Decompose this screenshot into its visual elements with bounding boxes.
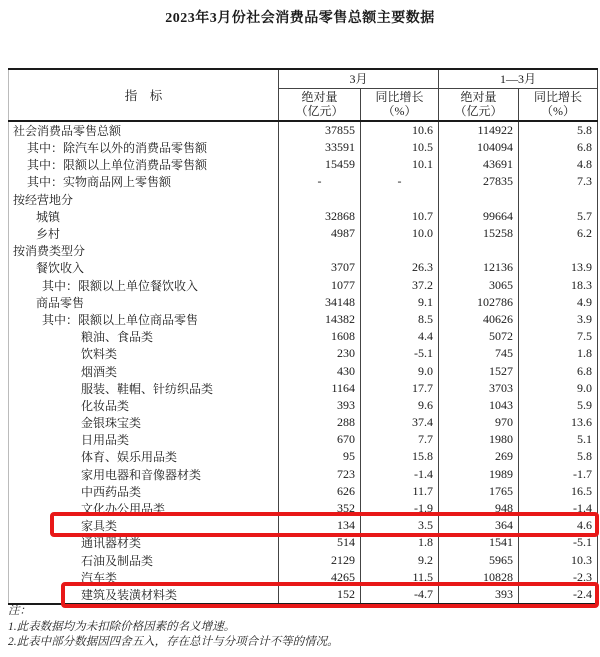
cell-value: -1.4	[361, 466, 439, 483]
table-row	[9, 242, 598, 259]
cell-value: 430	[279, 362, 361, 379]
row-label: 粮油、食品类	[9, 328, 279, 345]
header-yoy-jan-mar	[519, 88, 598, 121]
cell-value: 40626	[439, 311, 519, 328]
cell-value: 288	[279, 414, 361, 431]
row-label: 商品零售	[9, 294, 279, 311]
row-label: 其中：除汽车以外的消费品零售额	[9, 139, 279, 156]
table-row	[9, 431, 598, 448]
cell-value: 970	[439, 414, 519, 431]
table-row	[9, 294, 598, 311]
cell-value: 102786	[439, 294, 519, 311]
cell-value: -5.1	[361, 345, 439, 362]
cell-value: 269	[439, 448, 519, 465]
cell-value: 13.9	[571, 260, 593, 275]
cell-value: 1980	[439, 431, 519, 448]
table-row	[9, 552, 598, 569]
row-label: 建筑及装潢材料类	[9, 586, 279, 604]
cell-value: 393	[439, 586, 519, 604]
cell-value: 514	[279, 534, 361, 551]
cell-value: 10.5	[361, 139, 439, 156]
cell-value: 15.8	[361, 448, 439, 465]
header-line: （%）	[382, 104, 417, 119]
row-label: 家具类	[9, 517, 279, 534]
cell-value: 15258	[439, 225, 519, 242]
cell-value	[361, 191, 439, 208]
cell-value: 152	[279, 586, 361, 604]
cell-value: 5072	[439, 328, 519, 345]
cell-value: 9.0	[361, 362, 439, 379]
cell-value: 3.9	[577, 311, 593, 326]
row-label: 化妆品类	[9, 397, 279, 414]
cell-value: 1608	[279, 328, 361, 345]
cell-value: 5.9	[577, 397, 593, 412]
cell-value: 352	[279, 500, 361, 517]
row-label: 通讯器材类	[9, 534, 279, 551]
cell-value: 1765	[439, 483, 519, 500]
cell-value: 37855	[279, 121, 361, 139]
row-label: 按消费类型分	[9, 242, 279, 259]
row-label: 其中：实物商品网上零售额	[9, 173, 279, 190]
retail-data-table	[8, 68, 598, 605]
cell-value: 670	[279, 431, 361, 448]
cell-value: -1.9	[361, 500, 439, 517]
cell-value: 134	[279, 517, 361, 534]
footnote-item: 1.此表数据均为未扣除价格因素的名义增速。	[8, 620, 236, 633]
cell-value: 13.6	[571, 415, 593, 430]
row-label: 日用品类	[9, 431, 279, 448]
table-row	[9, 362, 598, 379]
cell-value: 3703	[439, 380, 519, 397]
header-line: 绝对量	[301, 90, 338, 105]
cell-value: 7.3	[577, 174, 593, 189]
cell-value: 26.3	[361, 259, 439, 276]
table-row	[9, 139, 598, 156]
cell-value: 1.8	[361, 534, 439, 551]
cell-value	[439, 191, 519, 208]
header-indicator: 指 标	[9, 69, 279, 121]
row-label: 体育、娱乐用品类	[9, 448, 279, 465]
cell-value: 33591	[279, 139, 361, 156]
cell-value: 37.4	[361, 414, 439, 431]
table-row	[9, 448, 598, 465]
row-label: 其中：限额以上单位商品零售	[9, 311, 279, 328]
cell-value: 17.7	[361, 380, 439, 397]
row-label: 按经营地分	[9, 191, 279, 208]
cell-value: 10.1	[361, 156, 439, 173]
table-row	[9, 259, 598, 276]
cell-value: 948	[439, 500, 519, 517]
cell-value: 4987	[279, 225, 361, 242]
table-row	[9, 345, 598, 362]
row-label: 中西药品类	[9, 483, 279, 500]
cell-value: 745	[439, 345, 519, 362]
cell-value: 4.4	[361, 328, 439, 345]
header-absolute-jan-mar	[439, 88, 519, 121]
footnote-heading: 注：	[8, 605, 31, 617]
cell-value: 95	[279, 448, 361, 465]
cell-value	[279, 242, 361, 259]
header-line: （亿元）	[295, 104, 344, 119]
table-row	[9, 466, 598, 483]
cell-value: 7.5	[577, 329, 593, 344]
footnotes	[8, 604, 339, 651]
row-label: 家用电器和音像器材类	[9, 466, 279, 483]
cell-value: 6.2	[577, 226, 593, 241]
cell-value: 1164	[279, 380, 361, 397]
table-row	[9, 191, 598, 208]
cell-value	[279, 191, 361, 208]
row-label: 其中：限额以上单位餐饮收入	[9, 277, 279, 294]
cell-value: 10828	[439, 569, 519, 586]
cell-value: 3065	[439, 277, 519, 294]
cell-value: 5.1	[577, 432, 593, 447]
cell-value: -2.3	[573, 569, 593, 584]
cell-value: -2.4	[573, 586, 593, 601]
row-label: 城镇	[9, 208, 279, 225]
table-row	[9, 483, 598, 500]
cell-value: 626	[279, 483, 361, 500]
cell-value: 114922	[439, 121, 519, 139]
header-line: （%）	[541, 104, 576, 119]
cell-value: 6.8	[577, 140, 593, 155]
cell-value: 364	[439, 517, 519, 534]
header-line: 同比增长	[534, 90, 583, 105]
table-row	[9, 569, 598, 586]
cell-value: 5965	[439, 552, 519, 569]
cell-value: 1541	[439, 534, 519, 551]
cell-value: -	[361, 173, 439, 190]
header-line: 同比增长	[375, 90, 424, 105]
row-label: 其中：限额以上单位消费品零售额	[9, 156, 279, 173]
cell-value: 2129	[279, 552, 361, 569]
header-absolute-march	[279, 88, 361, 121]
cell-value: 1989	[439, 466, 519, 483]
row-label: 汽车类	[9, 569, 279, 586]
cell-value: 99664	[439, 208, 519, 225]
table-row	[9, 311, 598, 328]
cell-value: 1.8	[577, 346, 593, 361]
cell-value: 5.8	[577, 449, 593, 464]
cell-value	[519, 242, 598, 259]
cell-value: 18.3	[571, 277, 593, 292]
cell-value: 34148	[279, 294, 361, 311]
cell-value	[439, 242, 519, 259]
cell-value: 14382	[279, 311, 361, 328]
row-label: 石油及制品类	[9, 552, 279, 569]
cell-value: 3707	[279, 259, 361, 276]
table-row	[9, 414, 598, 431]
cell-value: -1.7	[573, 466, 593, 481]
table-row	[9, 225, 598, 242]
cell-value: 1043	[439, 397, 519, 414]
cell-value: 43691	[439, 156, 519, 173]
table-row	[9, 500, 598, 517]
cell-value: 16.5	[571, 483, 593, 498]
cell-value: -4.7	[361, 586, 439, 604]
table-row	[9, 121, 598, 139]
cell-value: 10.7	[361, 208, 439, 225]
cell-value: 7.7	[361, 431, 439, 448]
cell-value: 4265	[279, 569, 361, 586]
row-label: 服装、鞋帽、针纺织品类	[9, 380, 279, 397]
cell-value: 393	[279, 397, 361, 414]
footnote-item: 2.此表中部分数据因四舍五入，存在总计与分项合计不等的情况。	[8, 636, 339, 648]
cell-value: 10.0	[361, 225, 439, 242]
cell-value: 230	[279, 345, 361, 362]
cell-value: -1.4	[573, 501, 593, 516]
table-row	[9, 173, 598, 190]
header-group-march: 3月	[279, 69, 439, 88]
cell-value: -	[279, 173, 361, 190]
header-group-row	[9, 69, 598, 88]
header-line: （亿元）	[454, 104, 503, 119]
cell-value: 9.6	[361, 397, 439, 414]
cell-value: 6.8	[577, 363, 593, 378]
table-row	[9, 534, 598, 551]
table-row-highlighted	[9, 586, 598, 604]
cell-value: 5.8	[577, 123, 593, 137]
cell-value: 4.8	[577, 157, 593, 172]
cell-value: 12136	[439, 259, 519, 276]
cell-value: 10.6	[361, 121, 439, 139]
table-row	[9, 380, 598, 397]
cell-value: -5.1	[573, 535, 593, 550]
cell-value: 9.2	[361, 552, 439, 569]
table-row	[9, 208, 598, 225]
cell-value: 5.7	[577, 208, 593, 223]
cell-value: 11.7	[361, 483, 439, 500]
table-row-highlighted	[9, 517, 598, 534]
cell-value: 32868	[279, 208, 361, 225]
table-row	[9, 156, 598, 173]
cell-value	[361, 242, 439, 259]
row-label: 文化办公用品类	[9, 500, 279, 517]
cell-value: 4.9	[577, 294, 593, 309]
cell-value: 15459	[279, 156, 361, 173]
table-row	[9, 277, 598, 294]
row-label: 饮料类	[9, 345, 279, 362]
row-label: 社会消费品零售总额	[9, 121, 279, 139]
cell-value: 10.3	[571, 552, 593, 567]
cell-value: 9.1	[361, 294, 439, 311]
table-row	[9, 397, 598, 414]
header-group-jan-mar: 1—3月	[439, 69, 598, 88]
cell-value: 723	[279, 466, 361, 483]
table-row	[9, 328, 598, 345]
cell-value: 11.5	[361, 569, 439, 586]
page-title: 2023年3月份社会消费品零售总额主要数据	[165, 11, 435, 26]
row-label: 餐饮收入	[9, 259, 279, 276]
row-label: 乡村	[9, 225, 279, 242]
cell-value: 4.6	[577, 518, 593, 533]
cell-value	[519, 191, 598, 208]
cell-value: 8.5	[361, 311, 439, 328]
cell-value: 104094	[439, 139, 519, 156]
row-label: 烟酒类	[9, 362, 279, 379]
header-yoy-march	[361, 88, 439, 121]
cell-value: 27835	[439, 173, 519, 190]
cell-value: 1527	[439, 362, 519, 379]
row-label: 金银珠宝类	[9, 414, 279, 431]
cell-value: 37.2	[361, 277, 439, 294]
header-line: 绝对量	[460, 90, 497, 105]
cell-value: 3.5	[361, 517, 439, 534]
table-body	[9, 121, 598, 604]
cell-value: 9.0	[577, 380, 593, 395]
retail-data-table-wrap	[8, 68, 597, 605]
cell-value: 1077	[279, 277, 361, 294]
table-header	[9, 69, 598, 121]
